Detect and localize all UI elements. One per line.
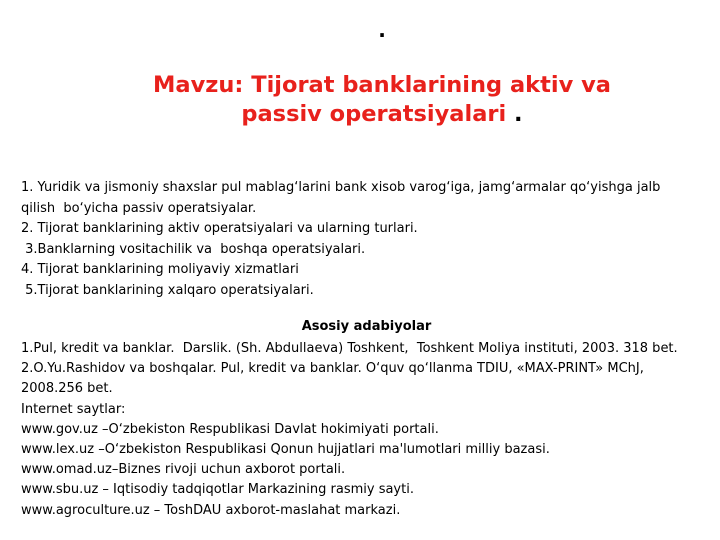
reference-link-lex: www.lex.uz –O‘zbekiston Respublikasi Qonun hujjatlari ma'lumotlari milliy bazasi. xyxy=(21,442,550,458)
title-dot: . xyxy=(514,101,523,127)
topic-line: qilish bo‘yicha passiv operatsiyalar. xyxy=(21,200,257,216)
references-list xyxy=(21,339,716,521)
reference-line: 2.O.Yu.Rashidov va boshqalar. Pul, kredit va banklar. O‘quv qo‘llanma TDIU, «MAX-PRINT» MChJ, xyxy=(21,361,644,377)
top-dot: . xyxy=(378,18,386,42)
references-heading: Asosiy adabiyolar xyxy=(301,319,432,334)
topic-line: 5.Tijorat banklarining xalqaro operatsiyalari. xyxy=(21,282,314,298)
reference-line: 2008.256 bet. xyxy=(21,381,113,397)
title-line-2 xyxy=(0,100,720,129)
slide-title xyxy=(0,71,720,129)
topic-line: 2. Tijorat banklarining aktiv operatsiyalari va ularning turlari. xyxy=(21,221,418,236)
title-line-1-text: Mavzu: Tijorat banklarining aktiv va xyxy=(153,72,611,98)
topics-list xyxy=(21,178,701,301)
topic-line: 1. Yuridik va jismoniy shaxslar pul mablag‘larini bank xisob varog‘iga, jamg‘armalar qo‘yishga jalb xyxy=(21,180,661,195)
reference-link-agroculture: www.agroculture.uz – ToshDAU axborot-maslahat markazi. xyxy=(21,502,401,518)
topic-line: 4. Tijorat banklarining moliyaviy xizmatlari xyxy=(21,262,299,277)
title-line-1 xyxy=(0,71,720,100)
reference-line: Internet saytlar: xyxy=(21,401,126,417)
reference-link-sbu: www.sbu.uz – Iqtisodiy tadqiqotlar Markazining rasmiy sayti. xyxy=(21,482,414,498)
reference-link-omad: www.omad.uz–Biznes rivoji uchun axborot portali. xyxy=(21,462,346,478)
topic-line: 3.Banklarning vositachilik va boshqa operatsiyalari. xyxy=(21,241,366,257)
reference-link-gov: www.gov.uz –O‘zbekiston Respublikasi Davlat hokimiyati portali. xyxy=(21,421,439,437)
title-line-2-text: passiv operatsiyalari xyxy=(241,101,507,127)
reference-line: 1.Pul, kredit va banklar. Darslik. (Sh. Abdullaeva) Toshkent, Toshkent Moliya instituti, 2003. 318 bet. xyxy=(21,341,678,356)
